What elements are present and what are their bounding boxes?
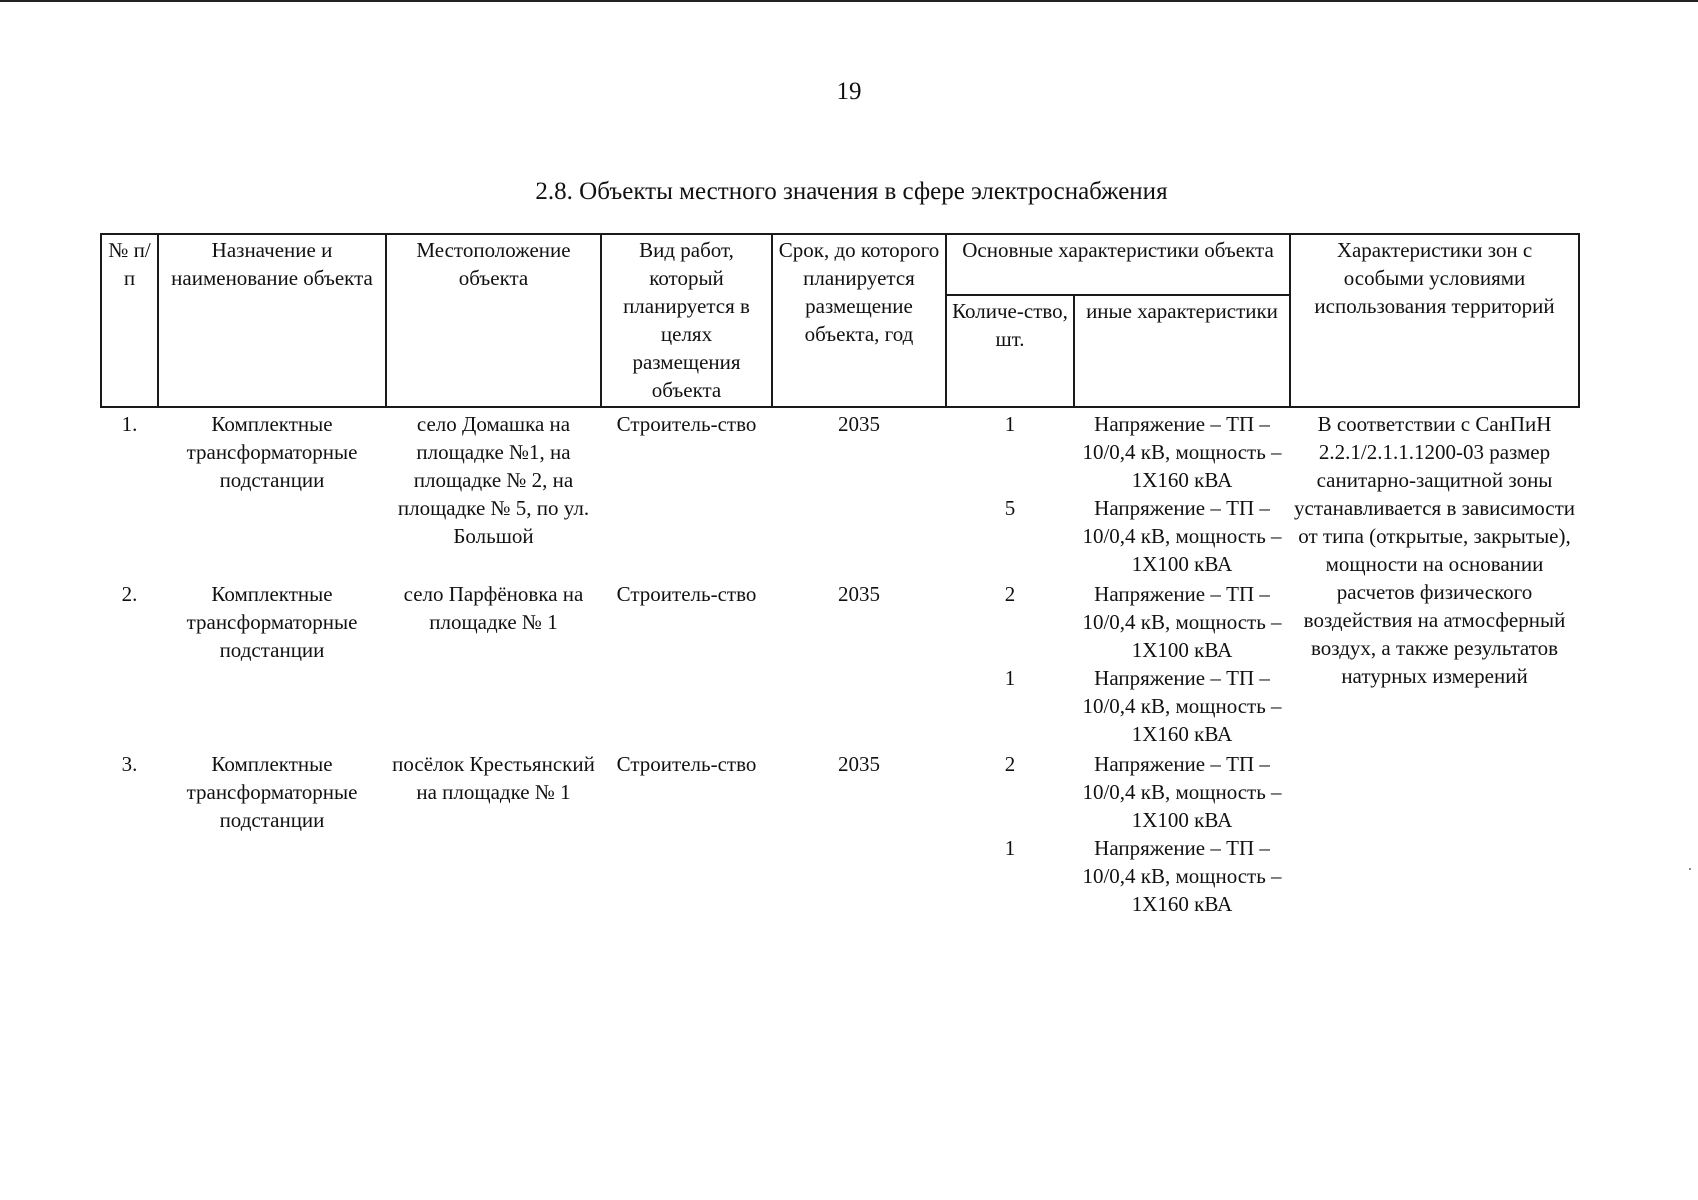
- deadline-year: 2035: [838, 752, 880, 776]
- row-number: 2.: [121, 582, 138, 606]
- unit-characteristics: Напряжение – ТП – 10/0,4 кВ, мощность – 1Х160 кВА: [1082, 836, 1282, 916]
- object-name: Комплектные трансформаторные подстанции: [186, 752, 358, 832]
- unit-quantity: 1: [1004, 836, 1016, 860]
- object-name: Комплектные трансформаторные подстанции: [186, 582, 358, 662]
- deadline-year: 2035: [838, 412, 880, 436]
- header-main-characteristics: Основные характеристики объекта: [946, 234, 1290, 295]
- zone-characteristics: [1290, 407, 1579, 918]
- page-number: 19: [836, 78, 862, 105]
- object-name: Комплектные трансформаторные подстанции: [186, 412, 358, 492]
- header-deadline: Срок, до которого планируется размещение объекта, год: [772, 234, 946, 407]
- unit-characteristics: Напряжение – ТП – 10/0,4 кВ, мощность – 1Х160 кВА: [1082, 412, 1282, 492]
- header-quantity: Количе-ство, шт.: [946, 295, 1074, 407]
- unit-quantity: 2: [1004, 752, 1016, 776]
- unit-characteristics: Напряжение – ТП – 10/0,4 кВ, мощность – 1Х100 кВА: [1082, 582, 1282, 662]
- zone-characteristics-text: В соответствии с СанПиН 2.2.1/2.1.1.1200-03 размер санитарно-защитной зоны устанавливается в зависимости от типа (открытые, закрытые), мощности на основании расчетов физического воздействия на атмосферный воздух, а также результатов натурных измерений: [1294, 412, 1575, 688]
- scan-speck: [1689, 868, 1691, 870]
- table-row: [101, 407, 1579, 494]
- top-rule: [0, 0, 1698, 2]
- header-other-characteristics: иные характеристики: [1074, 295, 1290, 407]
- unit-quantity: 1: [1004, 412, 1016, 436]
- work-type: Строитель-ство: [616, 752, 757, 776]
- row-number: 3.: [121, 752, 138, 776]
- row-number: 1.: [121, 412, 138, 436]
- unit-quantity: 5: [1004, 496, 1016, 520]
- header-location: Местоположение объекта: [386, 234, 601, 407]
- unit-quantity: 2: [1004, 582, 1016, 606]
- header-zone-characteristics: Характеристики зон с особыми условиями использования территорий: [1290, 234, 1579, 407]
- header-work-type: Вид работ, который планируется в целях размещения объекта: [601, 234, 772, 407]
- header-num: № п/п: [101, 234, 158, 407]
- deadline-year: 2035: [838, 582, 880, 606]
- work-type: Строитель-ство: [616, 582, 757, 606]
- work-type: Строитель-ство: [616, 412, 757, 436]
- object-location: село Парфёновка на площадке № 1: [403, 582, 584, 634]
- unit-characteristics: Напряжение – ТП – 10/0,4 кВ, мощность – 1Х100 кВА: [1082, 496, 1282, 576]
- power-objects-table: [100, 233, 1580, 918]
- header-name: Назначение и наименование объекта: [158, 234, 386, 407]
- object-location: посёлок Крестьянский на площадке № 1: [392, 752, 595, 804]
- page-title: 2.8. Объекты местного значения в сфере электроснабжения: [535, 178, 1168, 205]
- unit-characteristics: Напряжение – ТП – 10/0,4 кВ, мощность – 1Х100 кВА: [1082, 752, 1282, 832]
- unit-characteristics: Напряжение – ТП – 10/0,4 кВ, мощность – 1Х160 кВА: [1082, 666, 1282, 746]
- object-location: село Домашка на площадке №1, на площадке № 2, на площадке № 5, по ул. Большой: [397, 412, 590, 548]
- unit-quantity: 1: [1004, 666, 1016, 690]
